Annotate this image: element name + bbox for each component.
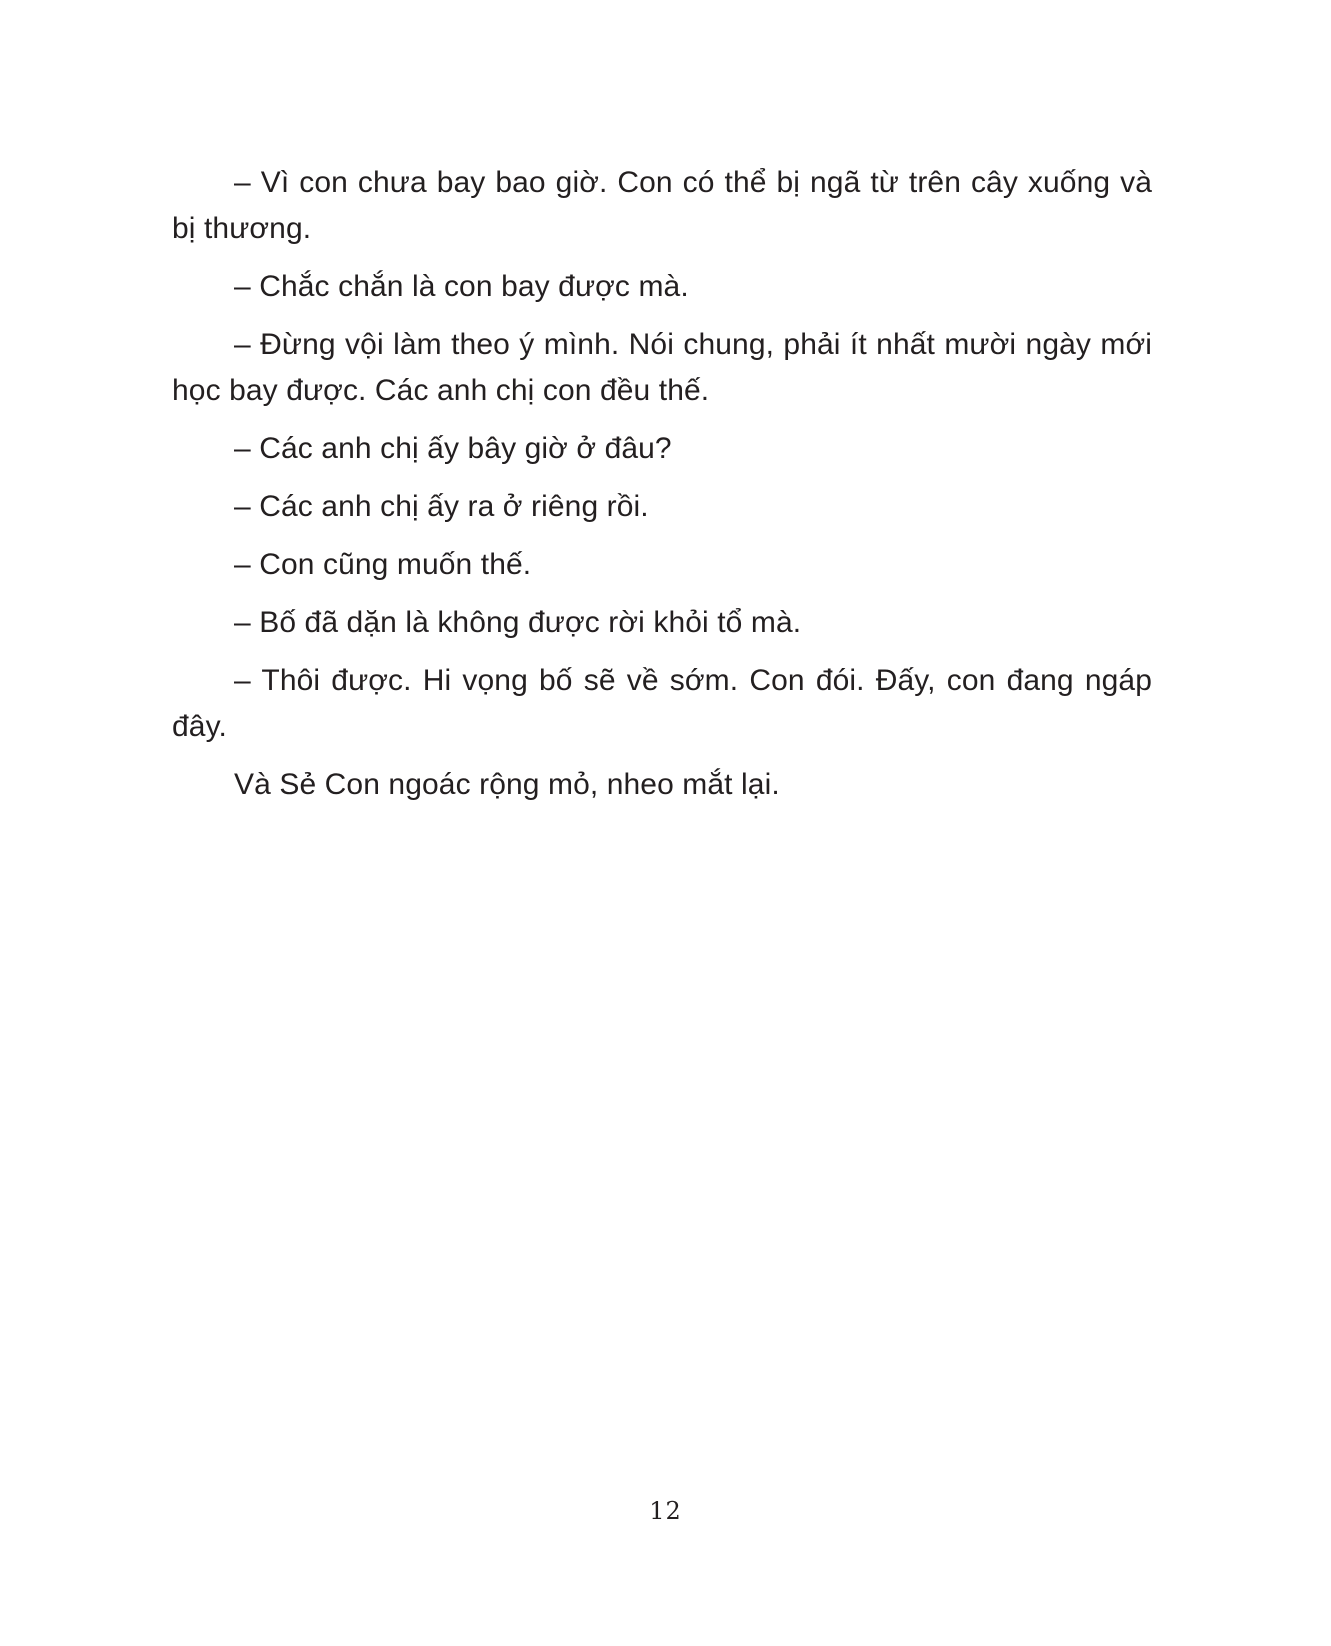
paragraph: – Đừng vội làm theo ý mình. Nói chung, phải ít nhất mười ngày mới học bay được. Các anh chị con đều thế.: [172, 328, 1152, 407]
paragraph: Và Sẻ Con ngoác rộng mỏ, nheo mắt lại.: [234, 768, 780, 801]
paragraph: – Chắc chắn là con bay được mà.: [234, 270, 689, 303]
paragraph: – Các anh chị ấy bây giờ ở đâu?: [234, 432, 672, 465]
paragraph: – Con cũng muốn thế.: [234, 548, 532, 581]
page-number: 12: [649, 1497, 682, 1525]
paragraph: – Các anh chị ấy ra ở riêng rồi.: [234, 490, 649, 523]
body-text: [172, 160, 1152, 820]
paragraph: – Bố đã dặn là không được rời khỏi tổ mà.: [234, 606, 802, 639]
paragraph: – Vì con chưa bay bao giờ. Con có thể bị ngã từ trên cây xuống và bị thương.: [172, 166, 1152, 245]
paragraph: – Thôi được. Hi vọng bố sẽ về sớm. Con đói. Đấy, con đang ngáp đây.: [172, 664, 1152, 743]
